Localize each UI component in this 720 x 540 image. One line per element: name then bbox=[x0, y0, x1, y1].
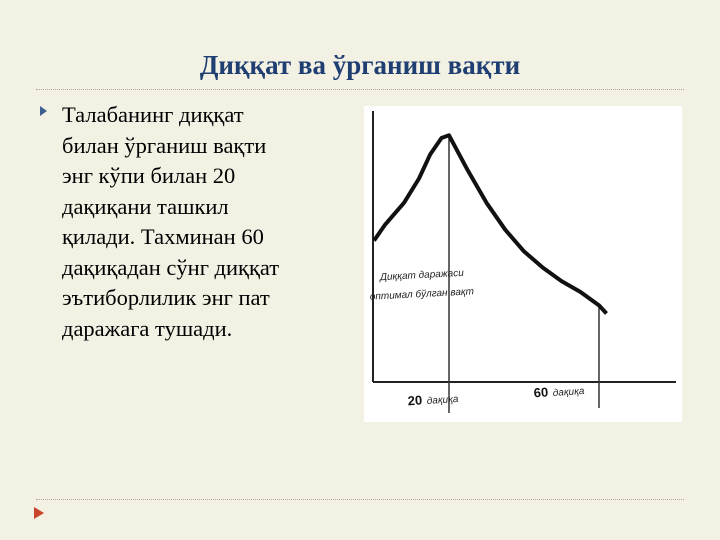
bullet-arrow-icon bbox=[40, 106, 47, 116]
tick-label-20 bbox=[407, 390, 459, 409]
slide-title: Диққат ва ўрганиш вақти bbox=[199, 50, 521, 80]
tick-label-20-number: 20 bbox=[407, 392, 423, 409]
attention-chart-svg bbox=[364, 106, 682, 422]
tick-label-20-unit: дақиқа bbox=[426, 393, 459, 408]
attention-curve bbox=[374, 135, 607, 313]
footer-divider bbox=[36, 499, 684, 500]
corner-arrow-icon bbox=[34, 507, 44, 519]
attention-graph bbox=[364, 106, 682, 422]
tick-label-60-unit: дақиқа bbox=[552, 385, 585, 400]
tick-label-60 bbox=[533, 382, 585, 401]
bullet-text: Талабанинг диққат билан ўрганиш вақти энг кўпи билан 20 дақиқани ташкил қилади. Тахминан 60 дақиқадан сўнг диққат эътиборлилик энг пат даражага тушади. bbox=[62, 102, 280, 341]
annotation-line-2: оптимал бўлган вақт bbox=[369, 286, 475, 303]
tick-label-60-number: 60 bbox=[533, 384, 549, 401]
annotation-line-1: Диққат даражаси bbox=[379, 267, 465, 284]
title-divider bbox=[36, 89, 684, 90]
